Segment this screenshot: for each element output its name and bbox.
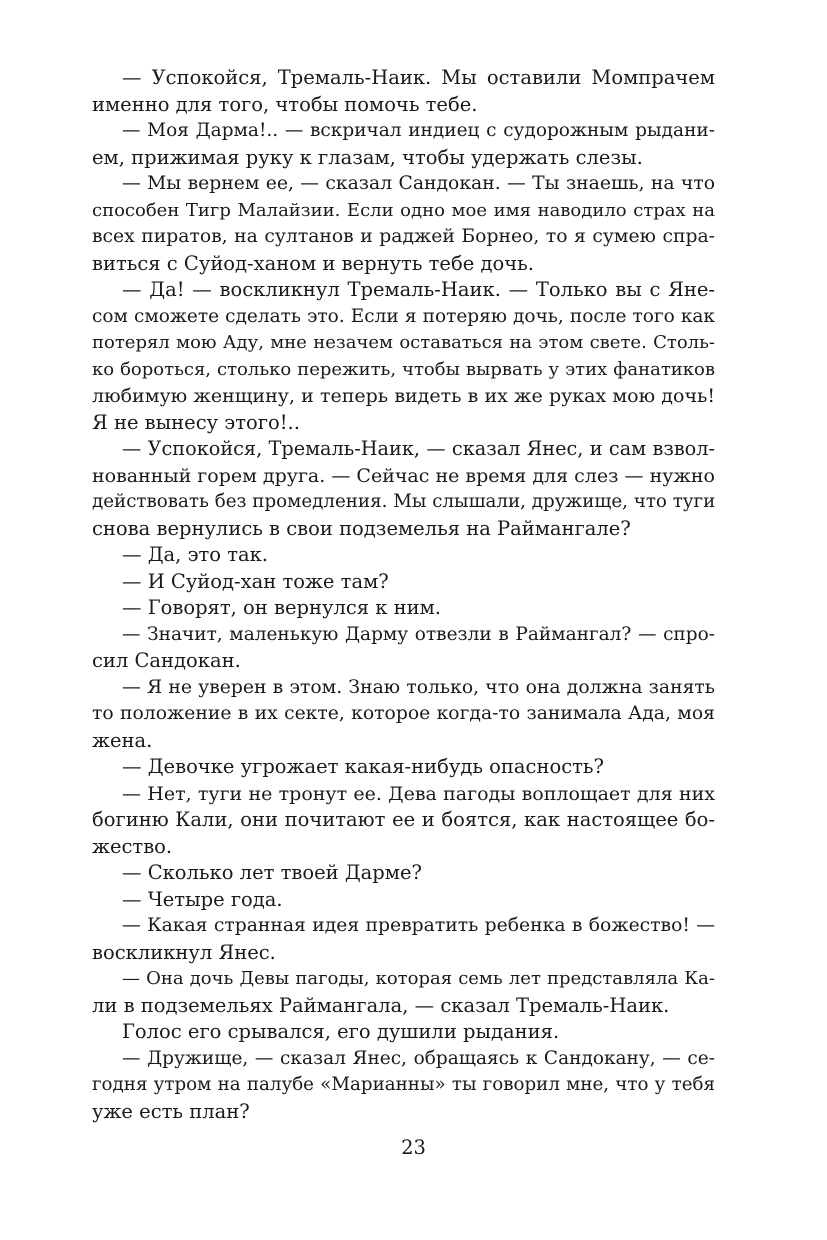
text-line: — Сколько лет твоей Дарме? xyxy=(122,861,422,884)
text-line: ли в подземельях Раймангала, — сказал Тремаль-Наик. xyxy=(92,993,670,1017)
text-line: богиню Кали, они почитают ее и боятся, как настоящее бо- xyxy=(92,808,715,831)
text-line: сил Сандокан. xyxy=(92,649,241,672)
text-line: — Моя Дарма!.. — вскричал индиец с судорожным рыдани- xyxy=(122,120,715,141)
text-line: Голос его срывался, его душили рыдания. xyxy=(122,1020,560,1043)
text-line: способен Тигр Малайзии. Если одно мое имя наводило страх на xyxy=(92,199,715,221)
text-line: нованный горем друга. — Сейчас не время для слез — нужно xyxy=(92,464,715,487)
text-line: уже есть план? xyxy=(92,1099,250,1123)
text-line: снова вернулись в свои подземелья на Раймангале? xyxy=(92,516,631,540)
text-line: — Успокойся, Тремаль-Наик. Мы оставили Момпрачем xyxy=(122,66,715,89)
text-line: жена. xyxy=(92,728,153,752)
text-line: — Дружище, — сказал Янес, обращаясь к Сандокану, — се- xyxy=(122,1047,715,1069)
body-text xyxy=(92,65,715,1125)
text-line: — Четыре года. xyxy=(122,887,283,911)
text-line: — Значит, маленькую Дарму отвезли в Раймангал? — спро- xyxy=(122,623,715,645)
text-line: — Девочке угрожает какая-нибудь опасность? xyxy=(122,755,604,778)
text-line: действовать без промедления. Мы слышали, дружище, что туги xyxy=(92,491,716,512)
text-line: именно для того, чтобы помочь тебе. xyxy=(92,92,478,116)
text-line: годня утром на палубе «Марианны» ты говорил мне, что у тебя xyxy=(92,1074,715,1095)
text-line: жество. xyxy=(92,834,173,858)
text-line: воскликнул Янес. xyxy=(92,940,276,964)
text-line: ем, прижимая руку к глазам, чтобы удержать слезы. xyxy=(92,145,643,169)
text-line: всех пиратов, на султанов и раджей Борнео, то я сумею спра- xyxy=(92,226,715,247)
text-line: ко бороться, столько пережить, чтобы вырвать у этих фанатиков xyxy=(92,358,715,380)
page-number: 23 xyxy=(401,1136,426,1159)
text-line: — Да! — воскликнул Тремаль-Наик. — Только вы с Яне- xyxy=(122,278,715,301)
text-line: сом сможете сделать это. Если я потеряю дочь, после того как xyxy=(92,305,715,327)
text-line: — Говорят, он вернулся к ним. xyxy=(122,596,441,619)
text-line: то положение в их секте, которое когда-то занимала Ада, моя xyxy=(92,703,715,724)
text-line: — Какая странная идея превратить ребенка в божество! — xyxy=(122,915,715,936)
text-line: любимую женщину, и теперь видеть в их же руках мою дочь! xyxy=(92,385,715,407)
text-line: — И Суйод-хан тоже там? xyxy=(122,569,389,593)
text-line: — Она дочь Девы пагоды, которая семь лет представляла Ка- xyxy=(122,968,715,989)
text-line: — Да, это так. xyxy=(122,543,269,566)
text-line: — Успокойся, Тремаль-Наик, — сказал Янес, и сам взвол- xyxy=(122,437,715,460)
text-line: — Мы вернем ее, — сказал Сандокан. — Ты знаешь, на что xyxy=(122,173,715,194)
text-line: потерял мою Аду, мне незачем оставаться на этом свете. Столь- xyxy=(92,332,715,353)
text-line: — Нет, туги не тронут ее. Дева пагоды воплощает для них xyxy=(122,782,715,805)
text-line: Я не вынесу этого!.. xyxy=(92,410,300,434)
text-line: виться с Суйод-ханом и вернуть тебе дочь. xyxy=(92,251,534,275)
text-line: — Я не уверен в этом. Знаю только, что она должна занять xyxy=(122,676,715,698)
